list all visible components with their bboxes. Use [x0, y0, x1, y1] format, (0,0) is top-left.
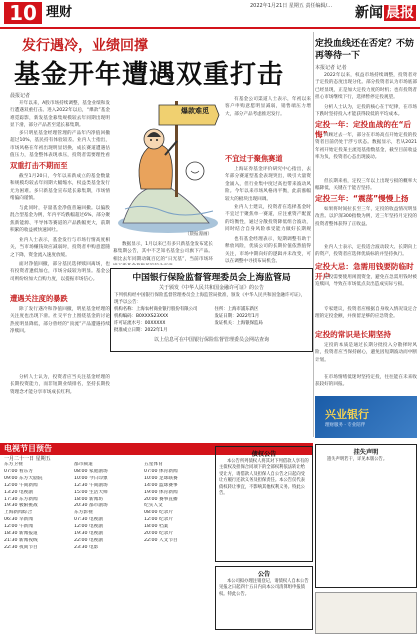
tv-program-item: 22:00 人文节目: [144, 537, 178, 543]
cartoon-caption: （晨报漫画）: [185, 232, 212, 237]
tv-program-item: 10:00 今日印象: [74, 475, 108, 481]
tv-column-3: [144, 462, 212, 545]
deregistration-notice-text: 本公司拟办理注销登记，请债权人自本公告见报之日起四十五日内向本公司清算组申报债权。特此公告。: [219, 579, 309, 597]
tv-program-item: 12:00 电视剧: [74, 524, 104, 530]
deregistration-notice-box: [215, 566, 313, 630]
notice-field: 机构编码：B0XXXS23XXX: [114, 314, 169, 319]
notice-field: 批准成立日期：2022年1月: [114, 328, 168, 333]
lead-paragraph-2: 多只明星基金经理管理的产品年内净值回撤超过10%，基民持有体验较差。业内人士指出，市场风格在年初出现明显切换，成长赛道遭遇估值压力，基金整体表现承压，投资者需要理性看: [10, 131, 110, 159]
right-p5-2: 在市场情绪低迷时坚持定投，往往能在未来收获较好的回报。: [315, 375, 417, 388]
notice-subtitle: 关于颁发《中华人民共和国金融许可证》的公告: [158, 285, 264, 291]
header-date: 2022年1月21日 星期五 责任编辑/…: [250, 3, 333, 9]
mid-paragraph-1: 数据显示，1月以来已有多只新基金发布延长募集期公告，其中不乏知名基金公司旗下产品。相比去年同期动辄百亿的“日光基”，当前市场环: [113, 242, 213, 262]
creditor-notice-text: 本公告所列债权人将其对下列借款人享有的主债权及担保合同项下的全部权利依法转让给受让方，请借款人及担保人自公告之日起向受让方履行还款义务及担保责任。本公告仅代表债权转让事宜，不影响其他权利义务。特此公告。: [219, 459, 309, 497]
tv-program-item: 18:30 新闻报道: [4, 531, 38, 537]
logo-accent: 晨报: [386, 5, 414, 21]
right-lower-box: [315, 444, 417, 588]
tv-program-item: 20:30 都市剧场: [74, 503, 108, 509]
right-subhead-4: 定投的常识是长期坚持: [315, 330, 391, 339]
tv-channel-name: 纪实人文: [144, 503, 163, 509]
tv-program-item: 12:30 午间剧场: [74, 482, 108, 488]
right-lower-box-title: 挂失声明: [353, 449, 379, 456]
tv-program-item: 22:00 电视剧: [74, 537, 104, 543]
right-lower-box-text: 遗失声明若干，详见本版公告。: [327, 457, 388, 462]
tv-program-item: 14:00 篮球赛事: [144, 482, 178, 488]
creditor-notice-box: [215, 446, 313, 562]
mid2-paragraph-1: 上海证券基金评价研究中心指出，去年部分赛道型基金表现突出，吸引大量资金涌入，但行业集中度过高也带来波动风险。今年以来市场风格再平衡，此前涨幅较大的板块出现回调。: [225, 167, 311, 202]
tv-program-item: 18:00 档案: [144, 524, 169, 530]
regulator-notice: [110, 268, 313, 352]
notice-field: 机构名称：上海农村商业银行股份有限公司: [114, 307, 198, 312]
notice-title: 中国银行保险监督管理委员会上海监管局: [132, 273, 291, 283]
right-subhead-1: 定投一年：定投血战的在“后悔”: [315, 120, 412, 139]
right-subhead-2: 定投三年：“震荡”慢慢上扬: [315, 194, 409, 203]
notice-footer: 以上信息可在中国银行保险监督管理委员会网站查询: [153, 337, 269, 343]
subhead-1: 双重打击不期而至: [10, 161, 68, 170]
col1-paragraph-1: 截至1月20日，今年以来新成立的基金数量和规模均较去年同期大幅缩水，权益类基金发行尤为困难。多只新基金宣布延长募集期，市场情绪偏向谨慎。: [10, 174, 110, 202]
tv-program-item: 09:00 东方大剧院: [4, 475, 43, 481]
tv-program-item: 08:00 家庭剧场: [74, 468, 108, 474]
tv-program-item: 20:00 赛事直播: [144, 496, 178, 502]
logo-text: 新闻: [355, 5, 383, 21]
tv-program-item: 23:30 电影: [74, 544, 99, 550]
lead-kicker: 发行遇冷，业绩回撑: [22, 38, 148, 54]
creditor-notice-title: 债权公告: [251, 451, 277, 458]
tv-program-item: 17:30 东方新闻: [4, 496, 38, 502]
newspaper-logo: [352, 2, 416, 24]
col1-paragraph-2: 与此同时，存量基金净值普遍回撤。以偏股混合型基金为例，年内平均跌幅超过6%，部分聚焦新能源、半导体等赛道的产品跌幅更大，前期积累的收益被快速回吐。: [10, 206, 110, 234]
tv-program-item: 19:30 极限挑战: [4, 503, 38, 509]
tv-program-item: 07:00 看东方: [4, 468, 34, 474]
notice-field: 住所：上海市浦东新区: [214, 307, 259, 312]
subhead-3: 不宜过于聚焦赛道: [225, 154, 283, 163]
right-paragraph-2: 分析人士认为，定投的核心在于纪律，在市场下跌时坚持投入才能获得较低的平均成本。: [315, 105, 417, 118]
deregistration-notice-title: 公告: [257, 571, 271, 578]
tv-channel-name: 上海新闻综合: [4, 510, 33, 516]
column-divider: [313, 32, 314, 437]
tv-program-item: 21:30 新闻夜线: [4, 537, 38, 543]
tv-program-item: 15:00 生活大师: [74, 489, 108, 495]
tv-program-item: 13:20 电视剧: [4, 489, 34, 495]
col1b-paragraph-2: 分析人士认为，投资者应当关注基金经理的长期投资能力，而非短期业绩排名，坚持长期投资理念才能分享市场成长红利。: [10, 375, 110, 395]
right-byline: 本报记者 记者: [315, 65, 347, 71]
tv-program-item: 20:00 纪录片: [144, 531, 174, 537]
bank-advertisement: [315, 396, 417, 438]
tv-program-item: 18:00 新闻坊: [74, 496, 104, 502]
tv-column-2: [74, 462, 140, 552]
tv-channel-name: 都市频道: [74, 462, 93, 467]
section-title: 理财: [46, 5, 73, 20]
cartoon-illustration: [113, 91, 223, 239]
tv-channel-name: 五星体育: [144, 462, 163, 467]
tv-listings-date: 一月二十一日 星期五: [4, 456, 51, 462]
right-p5-1: 定投的本质是通过长期分批投入分散择时风险，投资者应当保持耐心，避免因短期波动而中断计划。: [315, 343, 417, 363]
lead-paragraph-1: 开年以来，A股市场持续调整，基金业绩和发行遭遇双重打击。进入2022年以后，“爆款”基金难觅踪影，新发基金募集规模较去年同期出现明显下滑，部分产品甚至延长募集期。: [10, 101, 110, 128]
right-p3-2: 业内人士表示，定投适合波动较大、长期向上的资产，投资者应选择优质标的并坚持执行。: [315, 245, 417, 258]
tv-program-item: 10:00 足球联赛: [144, 475, 178, 481]
mid-paragraph-2: 有基金公司渠道人士表示，年初以来客户申购意愿明显减弱，销售端压力增大，部分产品考虑推迟发行。: [225, 97, 311, 117]
tv-column-1: [4, 462, 70, 552]
header-rule: [0, 27, 420, 29]
notice-fields-col-1: [114, 306, 209, 334]
right-p3-1: 如果将时间拉长至三年，定投的收益情况明显改善。以沪深300指数为例，近三年坚持月定投的投资者整体获得了正收益。: [315, 207, 417, 227]
tv-program-item: 08:00 纪录片: [144, 510, 174, 516]
mid2-paragraph-2: 业内人士建议，投资者在选择基金时不宜过于聚焦单一赛道，应注重资产配置的均衡性，通过分散投资降低组合波动，同时结合自身风险承受能力做好长期规: [225, 205, 311, 233]
notice-field: 发证机关：上海银保监局: [214, 321, 263, 326]
right-headline: 定投血线还在否定？不妨再等待一下: [315, 39, 415, 61]
right-p4-1: 定投需要使用闲置资金，避免在急需用钱时被迫赎回，导致在市场低点卖出造成实际亏损。: [315, 275, 417, 288]
mid2-paragraph-3: 也有基金经理表示，短期调整有助于释放风险，优质公司的长期价值依然值得关注，市场中期向好的逻辑并未改变，可以在调整中寻找布局机会。: [225, 237, 311, 265]
notice-field: 许可证流水号：00XXXXX: [114, 321, 166, 326]
bottom-right-notice: [315, 592, 417, 634]
col1-paragraph-4: 面对净值回撤，部分基民选择赎回离场，也有投资者逢低加仓，市场分歧较为明显。基金公司则纷纷加大自购力度，以提振市场信心。: [10, 262, 110, 282]
tv-program-item: 19:30 电视剧: [74, 531, 104, 537]
tv-program-item: 07:30 电视剧: [74, 517, 104, 523]
tv-channel-name: 东方卫视: [4, 462, 23, 467]
tv-program-item: 22:30 夜间节目: [4, 544, 38, 550]
tv-channel-name: 东方影视: [74, 510, 93, 516]
right-paragraph-1: 2022年以来，权益市场持续调整，投资者对于定投的态度出现分化。部分投资者认为市场底部已经显现，正是加大定投力度的时机；也有投资者担心市场继续下行，选择暂停定投观望。: [315, 73, 417, 101]
tv-program-item: 12:00 午间新闻: [4, 482, 38, 488]
right-subhead-3: 定投大忌：急需用钱要防临时开户: [315, 262, 414, 281]
tv-program-item: 06:30 早新闻: [4, 517, 34, 523]
subhead-2: 遭遇关注度的暴跌: [10, 294, 68, 303]
tv-program-item: 12:00 纪录片: [144, 517, 174, 523]
lead-headline: 基金开年遭遇双重打击: [14, 60, 285, 90]
right-p2-2: 但长期来看，定投三年以上出现亏损的概率大幅降低，关键在于能否坚持。: [315, 179, 417, 192]
tv-program-item: 12:00 午新闻: [4, 524, 34, 530]
right-p4-2: 专家建议，投资者应根据自身收入情况设定合理的定投金额，并预留足够的应急资金。: [315, 307, 417, 320]
right-p2-1: 回顾过去一年，部分在市场高点开始定投的投资者目前仍处于浮亏状态。数据显示，若从2021年初开始定投某主流宽基指数基金，截至目前收益率为负，投资者心态出现波动。: [315, 133, 417, 161]
page-number: 10: [4, 2, 42, 24]
tv-program-item: 07:00 体育新闻: [144, 468, 178, 474]
cartoon-sign-text: 爆款难觅: [181, 107, 209, 115]
notice-body: 下列机构经中国银行保险监督管理委员会上海监管局批准，颁发《中华人民共和国金融许可证》，现予以公告：: [114, 293, 306, 305]
notice-field: 发证日期：2022年1月: [214, 314, 260, 319]
ad-headline: 兴业银行: [325, 408, 369, 421]
ad-subline: 理财服务 · 专业陪伴: [325, 423, 366, 428]
col1-paragraph-3: 业内人士表示，基金发行与市场行情高度相关，当市场赚钱效应减弱时，投资者申购意愿随之下降，资金流入速度放缓。: [10, 238, 110, 258]
lead-byline: 晨报记者: [10, 93, 31, 99]
col1b-paragraph-1: 除了发行遇冷和净值回撤，明星基金经理的关注度也出现下滑。社交平台上围绕基金的讨论热度明显降低，部分曾经的“顶流”产品遭遇持续净赎回。: [10, 307, 110, 335]
notice-fields-col-2: [215, 306, 310, 334]
tv-listings-title: 电视节目预告: [4, 444, 52, 453]
tv-program-item: 19:00 体育新闻: [144, 489, 178, 495]
notice-fields: [114, 306, 309, 334]
